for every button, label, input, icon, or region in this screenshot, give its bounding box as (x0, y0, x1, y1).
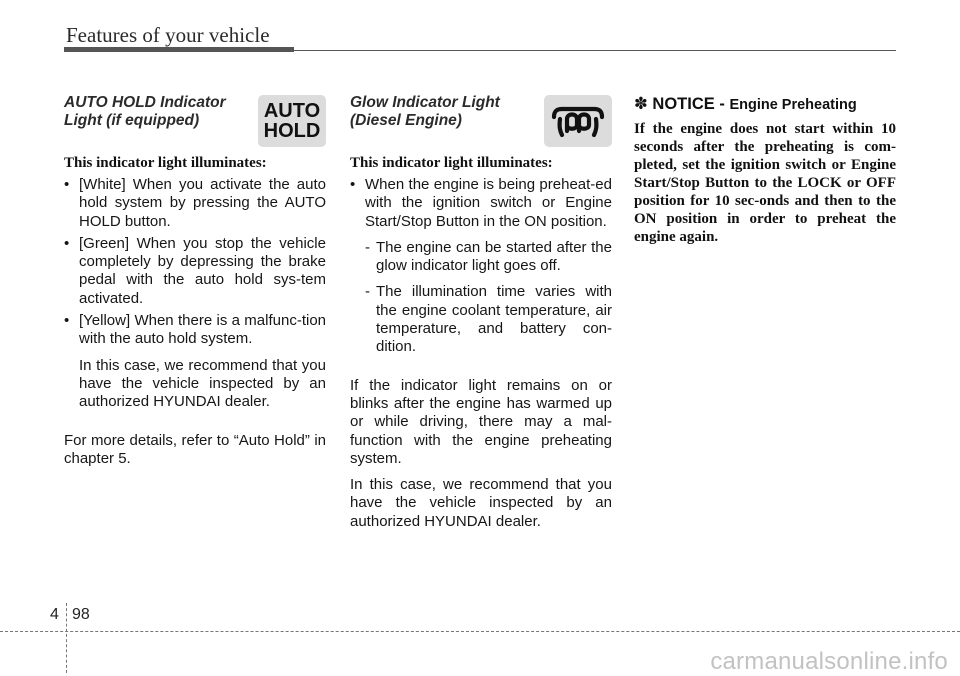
auto-hold-section (64, 92, 326, 468)
auto-hold-header (64, 92, 326, 154)
auto-hold-indicator-icon (258, 95, 326, 147)
page-number: 98 (72, 606, 90, 623)
glow-title: Glow Indicator Light (Diesel Engine) (350, 94, 500, 129)
glow-malfunction-paragraph: If the indicator light remains on or blinks after the engine has warmed up or while driving, there may a mal-function with the engine preheating system. (350, 376, 612, 467)
glow-section (350, 92, 612, 531)
glow-bullet-preheat: • When the engine is being preheat-ed with the ignition switch or Engine Start/Stop Button in the ON position. (350, 176, 612, 231)
auto-hold-bullet-list (64, 176, 326, 349)
auto-hold-recommendation: In this case, we recommend that you have the vehicle inspected by an authorized HYUNDAI dealer. (79, 356, 326, 411)
glow-bullet-list (350, 176, 612, 231)
page-header-title: Features of your vehicle (66, 23, 270, 47)
notice-star-icon: ✽ (634, 95, 648, 113)
notice-section (634, 92, 896, 246)
glow-plug-icon (550, 101, 606, 141)
glow-intro: This indicator light illuminates: (350, 155, 553, 171)
notice-label: NOTICE - (652, 95, 725, 113)
glow-header (350, 92, 612, 154)
footer-divider (66, 603, 67, 673)
glow-dash-list (350, 239, 612, 357)
glow-plug-indicator-icon (544, 95, 612, 147)
footer-rule (0, 631, 960, 632)
chapter-number: 4 (50, 606, 59, 623)
notice-subtitle: Engine Preheating (729, 97, 857, 113)
notice-body: If the engine does not start within 10 seconds after the preheating is com-pleted, set the ignition switch or Engine Start/Stop Button to the LOCK or OFF position for 10 sec-onds and then to the ON position in order to preheat the engine again. (634, 121, 896, 245)
auto-hold-icon-text: AUTO HOLD (263, 100, 321, 142)
auto-hold-bullet-white: • [White] When you activate the auto hold system by pressing the AUTO HOLD button. (64, 176, 326, 231)
glow-dash-item: - The engine can be started after the glow indicator light goes off. (350, 239, 612, 276)
auto-hold-reference: For more details, refer to “Auto Hold” in chapter 5. (64, 431, 326, 467)
glow-recommendation-paragraph: In this case, we recommend that you have the vehicle inspected by an authorized HYUNDAI dealer. (350, 476, 612, 530)
auto-hold-bullet-green: • [Green] When you stop the vehicle completely by depressing the brake pedal with the auto hold sys-tem activated. (64, 235, 326, 308)
auto-hold-bullet-yellow: • [Yellow] When there is a malfunc-tion with the auto hold system. (64, 312, 326, 349)
glow-dash-item: - The illumination time varies with the engine coolant temperature, air temperature, and battery con-dition. (350, 283, 612, 356)
watermark: carmanualsonline.info (710, 648, 948, 675)
header-rule (64, 50, 896, 51)
auto-hold-title: AUTO HOLD Indicator Light (if equipped) (64, 94, 226, 129)
auto-hold-intro: This indicator light illuminates: (64, 155, 267, 171)
notice-heading (634, 94, 896, 120)
